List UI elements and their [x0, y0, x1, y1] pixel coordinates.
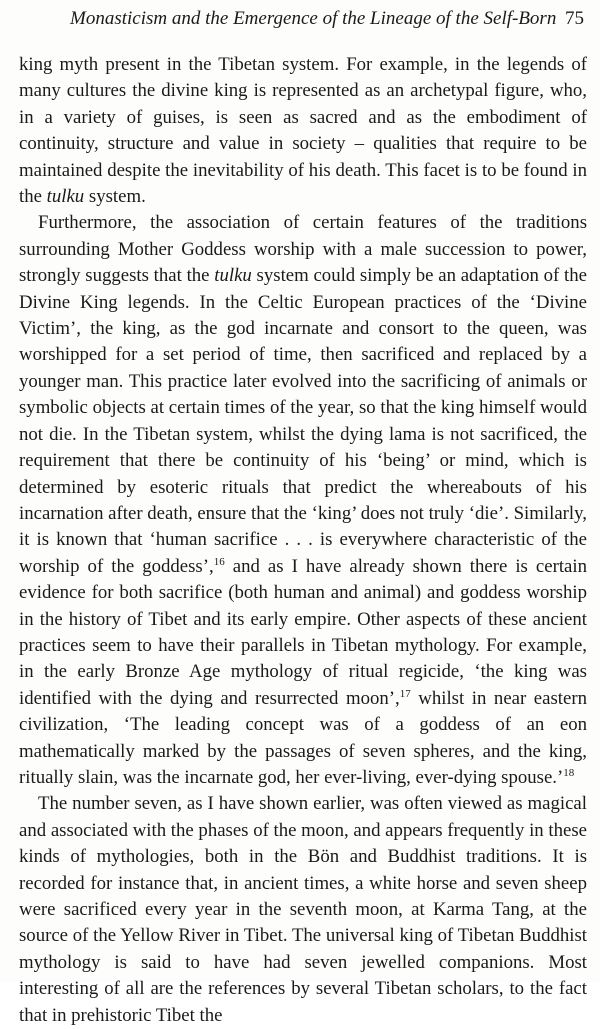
paragraph: [19, 52, 587, 210]
text-run: whilst in near eastern civilization, ‘The leading concept was of a goddess of an eon mathematically marked by the passages of seven spheres, and the king, ritually slain, was the incarnate god, her ever-living, ever-dying spouse.’: [19, 687, 587, 788]
body-text: [19, 52, 587, 1029]
text-run: system.: [84, 186, 146, 208]
page-number: 75: [565, 8, 584, 29]
footnote-ref: 17: [399, 687, 411, 700]
paragraph: [19, 791, 587, 1029]
footnote-ref: 18: [563, 766, 575, 779]
text-run: The number seven, as I have shown earlier, was often viewed as magical and associated with the phases of the moon, and appears frequently in these kinds of mythologies, both in the Bön and Buddhist traditions. It is recorded for instance that, in ancient times, a white horse and seven sheep were sacrificed every year in the seventh moon, at Karma Tang, at the source of the Yellow River in Tibet. The universal king of Tibetan Buddhist mythology is said to have had seven jewelled companions. Most interesting of all are the references by several Tibetan scholars, to the fact that in prehistoric Tibet the: [19, 793, 587, 1026]
text-run: system could simply be an adaptation of the Divine King legends. In the Celtic European practices of the ‘Divine Victim’, the king, as the god incarnate and consort to the queen, was worshipped for a set period of time, then sacrificed and replaced by a younger man. This practice later evolved into the sacrificing of animals or symbolic objects at certain times of the year, so that the king himself would not die. In the Tibetan system, whilst the dying lama is not sacrificed, the requirement that there be continuity of his ‘being’ or mind, which is determined by esoteric rituals that predict the whereabouts of his incarnation after death, ensure that the ‘king’ does not truly ‘die’. Similarly, it is known that ‘human sacrifice . . . is everywhere characteristic of the worship of the goddess’,: [19, 265, 587, 577]
text-run: king myth present in the Tibetan system. For example, in the legends of many cultures the divine king is represented as an archetypal figure, who, in a variety of guises, is seen as sacred and as the embodiment of continuity, structure and value in society – qualities that require to be maintained despite the inevitability of his death. This facet is to be found in the: [19, 54, 587, 208]
paragraph: [19, 210, 587, 791]
text-run: Furthermore, the association of certain features of the traditions surrounding Mother Goddess worship with a male succession to power, strongly suggests that the: [19, 212, 587, 287]
running-title: Monasticism and the Emergence of the Lineage of the Self-Born: [70, 8, 557, 29]
running-header: [70, 8, 584, 38]
text-run: and as I have already shown there is certain evidence for both sacrifice (both human and animal) and goddess worship in the history of Tibet and its early empire. Other aspects of these ancient practices seem to have their parallels in Tibetan mythology. For example, in the early Bronze Age mythology of ritual regicide, ‘the king was identified with the dying and resurrected moon’,: [19, 555, 587, 709]
italic-term: tulku: [214, 265, 252, 287]
footnote-ref: 16: [213, 555, 225, 568]
italic-term: tulku: [46, 186, 85, 208]
